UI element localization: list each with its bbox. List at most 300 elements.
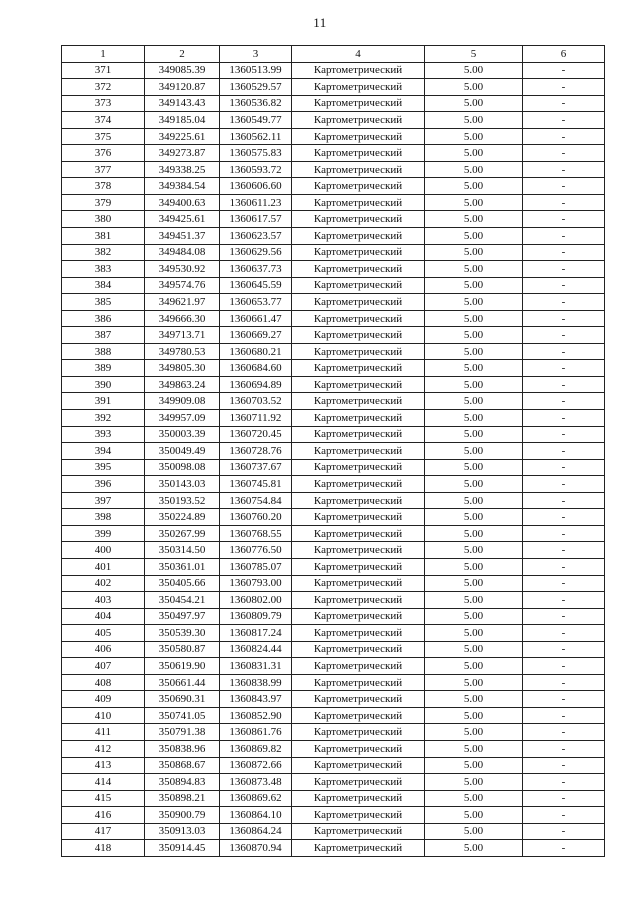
accuracy-cell: 5.00 [425,145,523,162]
x-coordinate-cell: 350003.39 [145,426,220,443]
method-cell: Картометрический [292,194,425,211]
method-cell: Картометрический [292,740,425,757]
x-coordinate-cell: 349574.76 [145,277,220,294]
point-number-cell: 374 [62,112,145,129]
x-coordinate-cell: 349400.63 [145,194,220,211]
table-row [62,691,605,708]
point-number-cell: 379 [62,194,145,211]
method-cell: Картометрический [292,509,425,526]
table-row [62,459,605,476]
method-cell: Картометрический [292,575,425,592]
point-number-cell: 385 [62,294,145,311]
column-header-4: 4 [292,46,425,63]
table-row [62,807,605,824]
point-number-cell: 401 [62,558,145,575]
x-coordinate-cell: 350580.87 [145,641,220,658]
point-number-cell: 409 [62,691,145,708]
x-coordinate-cell: 349957.09 [145,410,220,427]
x-coordinate-cell: 350193.52 [145,492,220,509]
description-cell: - [523,211,605,228]
point-number-cell: 372 [62,79,145,96]
method-cell: Картометрический [292,790,425,807]
method-cell: Картометрический [292,443,425,460]
accuracy-cell: 5.00 [425,228,523,245]
description-cell: - [523,823,605,840]
x-coordinate-cell: 349143.43 [145,95,220,112]
x-coordinate-cell: 350661.44 [145,674,220,691]
y-coordinate-cell: 1360824.44 [220,641,292,658]
method-cell: Картометрический [292,327,425,344]
coordinates-table [61,45,605,857]
description-cell: - [523,641,605,658]
x-coordinate-cell: 349273.87 [145,145,220,162]
y-coordinate-cell: 1360617.57 [220,211,292,228]
y-coordinate-cell: 1360703.52 [220,393,292,410]
accuracy-cell: 5.00 [425,492,523,509]
accuracy-cell: 5.00 [425,161,523,178]
method-cell: Картометрический [292,691,425,708]
accuracy-cell: 5.00 [425,62,523,79]
method-cell: Картометрический [292,807,425,824]
description-cell: - [523,674,605,691]
point-number-cell: 376 [62,145,145,162]
method-cell: Картометрический [292,476,425,493]
method-cell: Картометрический [292,542,425,559]
x-coordinate-cell: 350900.79 [145,807,220,824]
method-cell: Картометрический [292,558,425,575]
description-cell: - [523,327,605,344]
x-coordinate-cell: 350619.90 [145,658,220,675]
point-number-cell: 418 [62,840,145,857]
y-coordinate-cell: 1360575.83 [220,145,292,162]
method-cell: Картометрический [292,178,425,195]
table-row [62,542,605,559]
point-number-cell: 396 [62,476,145,493]
point-number-cell: 411 [62,724,145,741]
point-number-cell: 378 [62,178,145,195]
table-row [62,376,605,393]
accuracy-cell: 5.00 [425,707,523,724]
description-cell: - [523,476,605,493]
accuracy-cell: 5.00 [425,194,523,211]
table-row [62,707,605,724]
column-header-3: 3 [220,46,292,63]
table-row [62,194,605,211]
method-cell: Картометрический [292,95,425,112]
accuracy-cell: 5.00 [425,443,523,460]
table-row [62,443,605,460]
point-number-cell: 383 [62,261,145,278]
description-cell: - [523,740,605,757]
x-coordinate-cell: 349225.61 [145,128,220,145]
y-coordinate-cell: 1360513.99 [220,62,292,79]
method-cell: Картометрический [292,724,425,741]
method-cell: Картометрический [292,674,425,691]
y-coordinate-cell: 1360728.76 [220,443,292,460]
description-cell: - [523,244,605,261]
description-cell: - [523,62,605,79]
table-row [62,790,605,807]
description-cell: - [523,558,605,575]
y-coordinate-cell: 1360745.81 [220,476,292,493]
method-cell: Картометрический [292,492,425,509]
y-coordinate-cell: 1360661.47 [220,310,292,327]
method-cell: Картометрический [292,592,425,609]
x-coordinate-cell: 350838.96 [145,740,220,757]
accuracy-cell: 5.00 [425,79,523,96]
point-number-cell: 381 [62,228,145,245]
description-cell: - [523,807,605,824]
method-cell: Картометрический [292,525,425,542]
point-number-cell: 375 [62,128,145,145]
y-coordinate-cell: 1360809.79 [220,608,292,625]
y-coordinate-cell: 1360606.60 [220,178,292,195]
accuracy-cell: 5.00 [425,277,523,294]
method-cell: Картометрический [292,410,425,427]
description-cell: - [523,443,605,460]
point-number-cell: 403 [62,592,145,609]
point-number-cell: 380 [62,211,145,228]
y-coordinate-cell: 1360873.48 [220,774,292,791]
x-coordinate-cell: 350049.49 [145,443,220,460]
method-cell: Картометрический [292,79,425,96]
point-number-cell: 384 [62,277,145,294]
point-number-cell: 400 [62,542,145,559]
x-coordinate-cell: 350098.08 [145,459,220,476]
table-row [62,740,605,757]
x-coordinate-cell: 350913.03 [145,823,220,840]
x-coordinate-cell: 350497.97 [145,608,220,625]
table-row [62,558,605,575]
x-coordinate-cell: 349621.97 [145,294,220,311]
table-row [62,79,605,96]
accuracy-cell: 5.00 [425,790,523,807]
x-coordinate-cell: 350914.45 [145,840,220,857]
column-header-6: 6 [523,46,605,63]
point-number-cell: 393 [62,426,145,443]
description-cell: - [523,112,605,129]
accuracy-cell: 5.00 [425,112,523,129]
accuracy-cell: 5.00 [425,542,523,559]
point-number-cell: 399 [62,525,145,542]
table-row [62,178,605,195]
x-coordinate-cell: 350539.30 [145,625,220,642]
description-cell: - [523,625,605,642]
x-coordinate-cell: 349120.87 [145,79,220,96]
accuracy-cell: 5.00 [425,95,523,112]
y-coordinate-cell: 1360694.89 [220,376,292,393]
accuracy-cell: 5.00 [425,807,523,824]
description-cell: - [523,376,605,393]
description-cell: - [523,161,605,178]
accuracy-cell: 5.00 [425,426,523,443]
y-coordinate-cell: 1360680.21 [220,343,292,360]
method-cell: Картометрический [292,707,425,724]
point-number-cell: 413 [62,757,145,774]
y-coordinate-cell: 1360869.82 [220,740,292,757]
method-cell: Картометрический [292,658,425,675]
description-cell: - [523,492,605,509]
table-row [62,294,605,311]
method-cell: Картометрический [292,112,425,129]
x-coordinate-cell: 349909.08 [145,393,220,410]
y-coordinate-cell: 1360864.24 [220,823,292,840]
x-coordinate-cell: 350361.01 [145,558,220,575]
description-cell: - [523,145,605,162]
point-number-cell: 373 [62,95,145,112]
y-coordinate-cell: 1360872.66 [220,757,292,774]
point-number-cell: 382 [62,244,145,261]
y-coordinate-cell: 1360623.57 [220,228,292,245]
table-row [62,410,605,427]
accuracy-cell: 5.00 [425,376,523,393]
table-row [62,228,605,245]
description-cell: - [523,790,605,807]
table-row [62,211,605,228]
y-coordinate-cell: 1360760.20 [220,509,292,526]
point-number-cell: 410 [62,707,145,724]
point-number-cell: 404 [62,608,145,625]
accuracy-cell: 5.00 [425,840,523,857]
method-cell: Картометрический [292,625,425,642]
accuracy-cell: 5.00 [425,327,523,344]
point-number-cell: 407 [62,658,145,675]
accuracy-cell: 5.00 [425,360,523,377]
method-cell: Картометрический [292,294,425,311]
description-cell: - [523,592,605,609]
point-number-cell: 412 [62,740,145,757]
table-row [62,724,605,741]
y-coordinate-cell: 1360629.56 [220,244,292,261]
description-cell: - [523,757,605,774]
y-coordinate-cell: 1360870.94 [220,840,292,857]
x-coordinate-cell: 349780.53 [145,343,220,360]
y-coordinate-cell: 1360831.31 [220,658,292,675]
description-cell: - [523,575,605,592]
description-cell: - [523,608,605,625]
table-row [62,244,605,261]
method-cell: Картометрический [292,774,425,791]
description-cell: - [523,426,605,443]
y-coordinate-cell: 1360593.72 [220,161,292,178]
table-row [62,592,605,609]
y-coordinate-cell: 1360669.27 [220,327,292,344]
method-cell: Картометрический [292,261,425,278]
column-header-2: 2 [145,46,220,63]
point-number-cell: 392 [62,410,145,427]
method-cell: Картометрический [292,459,425,476]
accuracy-cell: 5.00 [425,691,523,708]
method-cell: Картометрический [292,211,425,228]
description-cell: - [523,658,605,675]
x-coordinate-cell: 350224.89 [145,509,220,526]
y-coordinate-cell: 1360817.24 [220,625,292,642]
description-cell: - [523,724,605,741]
x-coordinate-cell: 349425.61 [145,211,220,228]
description-cell: - [523,393,605,410]
point-number-cell: 388 [62,343,145,360]
method-cell: Картометрический [292,62,425,79]
table-row [62,145,605,162]
method-cell: Картометрический [292,310,425,327]
point-number-cell: 406 [62,641,145,658]
table-row [62,310,605,327]
method-cell: Картометрический [292,426,425,443]
x-coordinate-cell: 350690.31 [145,691,220,708]
table-row [62,774,605,791]
accuracy-cell: 5.00 [425,294,523,311]
description-cell: - [523,310,605,327]
x-coordinate-cell: 349530.92 [145,261,220,278]
point-number-cell: 416 [62,807,145,824]
x-coordinate-cell: 350454.21 [145,592,220,609]
y-coordinate-cell: 1360843.97 [220,691,292,708]
table-body [62,62,605,856]
x-coordinate-cell: 350898.21 [145,790,220,807]
description-cell: - [523,95,605,112]
accuracy-cell: 5.00 [425,823,523,840]
table-row [62,625,605,642]
point-number-cell: 371 [62,62,145,79]
description-cell: - [523,261,605,278]
accuracy-cell: 5.00 [425,625,523,642]
y-coordinate-cell: 1360869.62 [220,790,292,807]
method-cell: Картометрический [292,823,425,840]
x-coordinate-cell: 349085.39 [145,62,220,79]
x-coordinate-cell: 350405.66 [145,575,220,592]
table-row [62,161,605,178]
method-cell: Картометрический [292,376,425,393]
point-number-cell: 414 [62,774,145,791]
point-number-cell: 390 [62,376,145,393]
x-coordinate-cell: 350143.03 [145,476,220,493]
description-cell: - [523,360,605,377]
point-number-cell: 402 [62,575,145,592]
accuracy-cell: 5.00 [425,592,523,609]
x-coordinate-cell: 350314.50 [145,542,220,559]
y-coordinate-cell: 1360711.92 [220,410,292,427]
point-number-cell: 417 [62,823,145,840]
accuracy-cell: 5.00 [425,310,523,327]
y-coordinate-cell: 1360684.60 [220,360,292,377]
table-row [62,674,605,691]
x-coordinate-cell: 349863.24 [145,376,220,393]
accuracy-cell: 5.00 [425,459,523,476]
y-coordinate-cell: 1360611.23 [220,194,292,211]
table-row [62,393,605,410]
y-coordinate-cell: 1360645.59 [220,277,292,294]
accuracy-cell: 5.00 [425,509,523,526]
x-coordinate-cell: 349666.30 [145,310,220,327]
table-row [62,840,605,857]
description-cell: - [523,691,605,708]
accuracy-cell: 5.00 [425,658,523,675]
description-cell: - [523,294,605,311]
y-coordinate-cell: 1360562.11 [220,128,292,145]
table-row [62,823,605,840]
description-cell: - [523,707,605,724]
y-coordinate-cell: 1360852.90 [220,707,292,724]
accuracy-cell: 5.00 [425,393,523,410]
y-coordinate-cell: 1360838.99 [220,674,292,691]
y-coordinate-cell: 1360861.76 [220,724,292,741]
table-row [62,62,605,79]
accuracy-cell: 5.00 [425,410,523,427]
point-number-cell: 405 [62,625,145,642]
table-row [62,261,605,278]
y-coordinate-cell: 1360536.82 [220,95,292,112]
description-cell: - [523,277,605,294]
y-coordinate-cell: 1360529.57 [220,79,292,96]
accuracy-cell: 5.00 [425,641,523,658]
accuracy-cell: 5.00 [425,128,523,145]
method-cell: Картометрический [292,360,425,377]
y-coordinate-cell: 1360768.55 [220,525,292,542]
description-cell: - [523,509,605,526]
x-coordinate-cell: 349185.04 [145,112,220,129]
x-coordinate-cell: 349484.08 [145,244,220,261]
method-cell: Картометрический [292,277,425,294]
accuracy-cell: 5.00 [425,558,523,575]
accuracy-cell: 5.00 [425,608,523,625]
y-coordinate-cell: 1360653.77 [220,294,292,311]
accuracy-cell: 5.00 [425,244,523,261]
description-cell: - [523,194,605,211]
point-number-cell: 389 [62,360,145,377]
x-coordinate-cell: 349713.71 [145,327,220,344]
table-row [62,360,605,377]
point-number-cell: 408 [62,674,145,691]
y-coordinate-cell: 1360720.45 [220,426,292,443]
y-coordinate-cell: 1360776.50 [220,542,292,559]
method-cell: Картометрический [292,757,425,774]
table-row [62,426,605,443]
table-row [62,95,605,112]
accuracy-cell: 5.00 [425,476,523,493]
method-cell: Картометрический [292,145,425,162]
y-coordinate-cell: 1360864.10 [220,807,292,824]
table-row [62,757,605,774]
x-coordinate-cell: 350868.67 [145,757,220,774]
method-cell: Картометрический [292,641,425,658]
x-coordinate-cell: 349384.54 [145,178,220,195]
page-number: 11 [313,15,327,30]
table-row [62,608,605,625]
method-cell: Картометрический [292,343,425,360]
y-coordinate-cell: 1360754.84 [220,492,292,509]
method-cell: Картометрический [292,393,425,410]
accuracy-cell: 5.00 [425,575,523,592]
method-cell: Картометрический [292,840,425,857]
y-coordinate-cell: 1360637.73 [220,261,292,278]
description-cell: - [523,542,605,559]
accuracy-cell: 5.00 [425,211,523,228]
point-number-cell: 377 [62,161,145,178]
description-cell: - [523,410,605,427]
table-row [62,112,605,129]
method-cell: Картометрический [292,161,425,178]
accuracy-cell: 5.00 [425,178,523,195]
point-number-cell: 394 [62,443,145,460]
table-row [62,128,605,145]
table-row [62,277,605,294]
table-row [62,327,605,344]
table-row [62,658,605,675]
point-number-cell: 415 [62,790,145,807]
x-coordinate-cell: 350741.05 [145,707,220,724]
y-coordinate-cell: 1360737.67 [220,459,292,476]
y-coordinate-cell: 1360549.77 [220,112,292,129]
